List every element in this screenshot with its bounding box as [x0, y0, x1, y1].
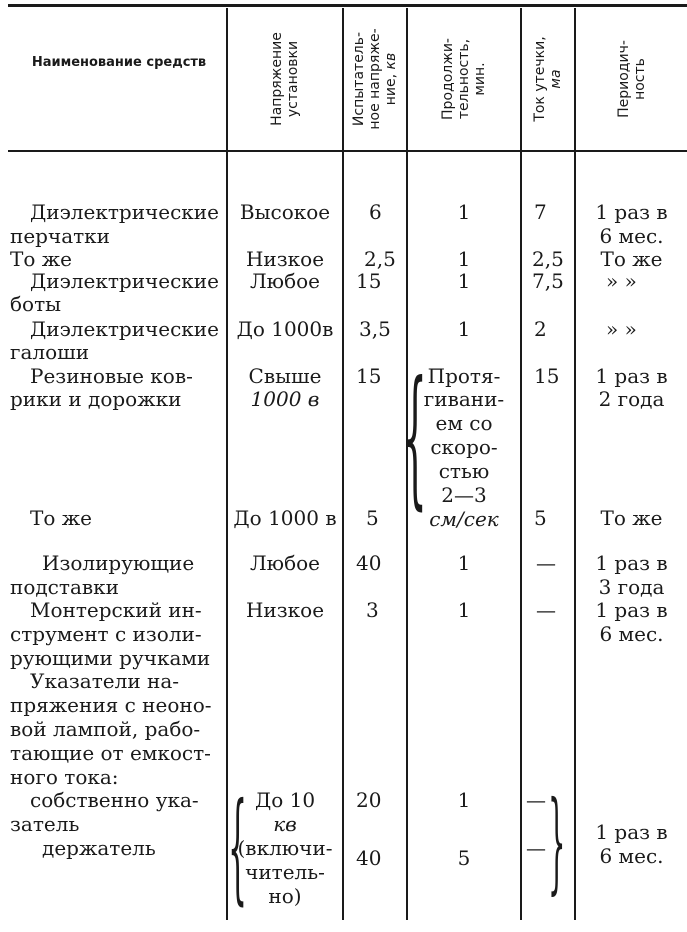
- row-leakage: 7: [534, 200, 547, 224]
- row-test-voltage: 5: [366, 506, 379, 530]
- header-leakage: [522, 8, 574, 150]
- row-voltage: но): [268, 884, 302, 908]
- header-duration-line: мин.: [472, 62, 488, 96]
- row-period: 1 раз в: [595, 820, 668, 844]
- row-voltage: (включи-: [237, 836, 333, 860]
- row-duration: скоро-: [430, 435, 498, 459]
- row-test-voltage: 2,5: [364, 247, 396, 271]
- header-test-line: [383, 28, 399, 129]
- row-period: 1 раз в: [595, 200, 668, 224]
- header-test-line: ное напряже-: [367, 28, 383, 130]
- row-name: рующими ручками: [10, 646, 211, 670]
- row-duration: ем со: [435, 411, 493, 435]
- row-name: Диэлектрические: [30, 269, 219, 293]
- row-period: 1 раз в: [595, 551, 668, 575]
- row-voltage: кв: [273, 812, 297, 836]
- row-leakage: —: [536, 598, 556, 622]
- row-name: держатель: [42, 836, 156, 860]
- row-leakage: —: [526, 788, 546, 812]
- row-name: перчатки: [10, 224, 111, 248]
- row-name: Диэлектрические: [30, 200, 219, 224]
- row-name: вой лампой, рабо-: [10, 717, 201, 741]
- row-period: 6 мес.: [599, 844, 664, 868]
- row-duration: гивани-: [423, 387, 505, 411]
- row-duration: 1: [457, 551, 471, 575]
- row-period: » »: [606, 317, 637, 341]
- row-voltage: Высокое: [239, 200, 331, 224]
- header-test-voltage: [344, 8, 406, 150]
- row-voltage: Свыше: [248, 364, 322, 388]
- header-test-unit: кв: [383, 52, 399, 70]
- row-duration: 1: [457, 269, 471, 293]
- row-voltage: Низкое: [245, 598, 325, 622]
- header-voltage-line: Напряжение: [269, 32, 285, 126]
- row-name: Указатели на-: [30, 669, 180, 693]
- row-period: То же: [600, 506, 663, 530]
- row-voltage: Любое: [249, 269, 321, 293]
- header-period-line: Периодич-: [615, 40, 632, 118]
- row-test-voltage: 40: [356, 551, 382, 575]
- brace-symbol: {: [228, 778, 248, 917]
- row-test-voltage: 40: [356, 846, 382, 870]
- row-name: Изолирующие: [42, 551, 195, 575]
- header-voltage-line: установки: [285, 40, 301, 118]
- header-name: Наименование средств: [31, 55, 207, 70]
- row-name: пряжения с неоно-: [10, 693, 212, 717]
- row-leakage: 5: [534, 506, 547, 530]
- row-name: струмент с изоли-: [10, 622, 202, 646]
- row-test-voltage: 6: [369, 200, 382, 224]
- row-name: То же: [10, 247, 72, 271]
- row-name: затель: [10, 812, 80, 836]
- row-duration: 1: [457, 200, 471, 224]
- row-name: рики и дорожки: [10, 387, 182, 411]
- row-duration: Протя-: [427, 364, 501, 388]
- row-duration: 1: [457, 247, 471, 271]
- row-name: собственно ука-: [30, 788, 199, 812]
- row-period: » »: [606, 269, 637, 293]
- brace-symbol: {: [403, 350, 427, 524]
- row-leakage: 2: [534, 317, 547, 341]
- row-test-voltage: 20: [356, 788, 382, 812]
- row-voltage: читель-: [245, 860, 325, 884]
- row-name: галоши: [10, 340, 90, 364]
- row-duration: 2—3: [441, 483, 487, 507]
- header-period: [576, 8, 687, 150]
- header-leakage-line: Ток утечки,: [532, 36, 548, 122]
- row-duration: 5: [457, 846, 471, 870]
- header-rule: [8, 150, 687, 152]
- header-period-line: ность: [631, 58, 648, 100]
- row-leakage: 7,5: [532, 269, 564, 293]
- row-period: То же: [600, 247, 663, 271]
- header-test-line: Испытатель-: [351, 31, 367, 127]
- row-leakage: 2,5: [532, 247, 564, 271]
- row-voltage: Любое: [249, 551, 321, 575]
- header-voltage: [228, 8, 342, 150]
- header-duration: [408, 8, 520, 150]
- row-period: 2 года: [598, 387, 665, 411]
- row-duration: 1: [457, 317, 471, 341]
- row-voltage: 1000 в: [250, 387, 320, 411]
- row-period: 6 мес.: [599, 224, 664, 248]
- row-duration: см/сек: [429, 507, 499, 531]
- row-name: боты: [10, 292, 62, 316]
- row-period: 3 года: [598, 575, 665, 599]
- row-test-voltage: 15: [356, 364, 382, 388]
- row-leakage: —: [526, 836, 546, 860]
- row-duration: стью: [438, 459, 490, 483]
- row-name: Диэлектрические: [30, 317, 219, 341]
- header-test-prefix: ние,: [383, 69, 399, 106]
- row-leakage: 15: [534, 364, 560, 388]
- row-name: Резиновые ков-: [30, 364, 193, 388]
- row-voltage: До 10: [254, 788, 316, 812]
- row-period: 1 раз в: [595, 364, 668, 388]
- row-test-voltage: 3: [366, 598, 379, 622]
- header-duration-line: Продолжи-: [440, 38, 456, 120]
- row-period: 1 раз в: [595, 598, 668, 622]
- row-name: подставки: [10, 575, 119, 599]
- row-name: То же: [30, 506, 92, 530]
- header-leakage-unit: ма: [548, 69, 564, 89]
- row-voltage: До 1000 в: [233, 506, 337, 530]
- row-name: ного тока:: [10, 765, 119, 789]
- brace-symbol: }: [548, 777, 566, 905]
- row-name: Монтерский ин-: [30, 598, 202, 622]
- header-duration-line: тельность,: [456, 38, 472, 120]
- row-leakage: —: [536, 551, 556, 575]
- row-name: тающие от емкост-: [10, 741, 211, 765]
- top-rule: [8, 4, 687, 7]
- row-test-voltage: 15: [356, 269, 382, 293]
- row-duration: 1: [457, 788, 471, 812]
- row-test-voltage: 3,5: [359, 317, 391, 341]
- row-duration: 1: [457, 598, 471, 622]
- row-voltage: До 1000в: [236, 317, 334, 341]
- row-voltage: Низкое: [245, 247, 325, 271]
- row-period: 6 мес.: [599, 622, 664, 646]
